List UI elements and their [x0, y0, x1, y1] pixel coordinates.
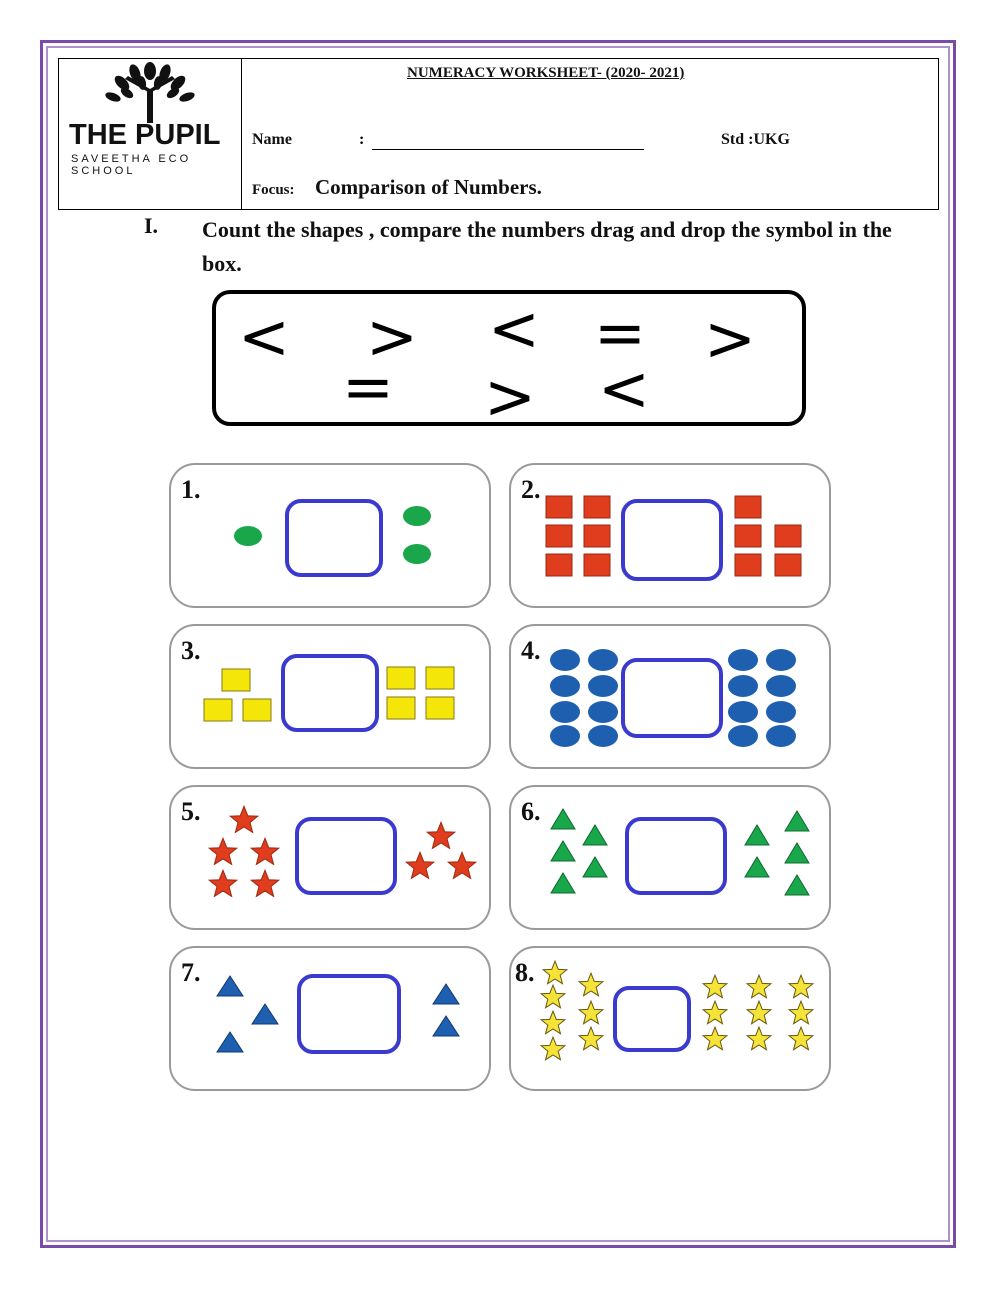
yellow-star-icon [577, 972, 605, 1003]
symbol-greater-than[interactable]: > [484, 360, 536, 433]
green-triangle-icon [549, 871, 577, 900]
name-label: Name [252, 131, 292, 148]
name-field[interactable] [372, 149, 644, 150]
green-triangle-icon [783, 841, 811, 870]
yellow-star-icon [701, 1026, 729, 1057]
green-triangle-icon [783, 809, 811, 838]
red-square-icon [734, 495, 762, 524]
card-number: 2. [521, 475, 541, 504]
drop-box[interactable] [281, 654, 379, 732]
green-circle-icon [402, 543, 432, 570]
school-logo [59, 59, 242, 209]
blue-circle-icon [765, 648, 797, 677]
comparison-card-5 [169, 785, 491, 930]
green-triangle-icon [743, 855, 771, 884]
blue-circle-icon [587, 724, 619, 753]
yellow-square-icon [242, 698, 272, 727]
blue-triangle-icon [250, 1002, 280, 1031]
card-number: 3. [181, 636, 201, 665]
blue-triangle-icon [431, 982, 461, 1011]
red-square-icon [583, 524, 611, 553]
red-star-icon [249, 869, 281, 904]
symbol-less-than[interactable]: < [598, 352, 650, 425]
drop-box[interactable] [297, 974, 401, 1054]
yellow-square-icon [386, 666, 416, 695]
question-text: Count the shapes , compare the numbers drag and drop the symbol in the box. [202, 217, 892, 276]
yellow-star-icon [745, 1026, 773, 1057]
symbol-equals[interactable]: = [594, 296, 646, 369]
card-number: 6. [521, 797, 541, 826]
comparison-card-7 [169, 946, 491, 1091]
card-number: 8. [515, 958, 535, 987]
symbol-greater-than[interactable]: > [704, 302, 756, 375]
yellow-square-icon [386, 696, 416, 725]
card-number: 7. [181, 958, 201, 987]
drop-box[interactable] [625, 817, 727, 895]
red-star-icon [446, 851, 478, 886]
name-colon: : [359, 131, 365, 148]
card-number: 5. [181, 797, 201, 826]
symbol-bank [212, 290, 806, 433]
symbol-greater-than[interactable]: > [366, 300, 418, 373]
symbol-equals[interactable]: = [342, 350, 394, 423]
red-square-icon [734, 524, 762, 553]
red-square-icon [545, 495, 573, 524]
logo-subtitle: SAVEETHA ECO SCHOOL [71, 153, 192, 177]
yellow-star-icon [539, 1036, 567, 1067]
logo-name: THE PUPIL [69, 119, 221, 151]
drop-box[interactable] [285, 499, 383, 577]
tree-logo-icon [95, 61, 205, 123]
comparison-card-4 [509, 624, 831, 769]
green-triangle-icon [783, 873, 811, 902]
comparison-card-2 [509, 463, 831, 608]
question-number: I. [144, 213, 159, 238]
green-triangle-icon [743, 823, 771, 852]
red-star-icon [249, 837, 281, 872]
red-star-icon [228, 805, 260, 840]
green-triangle-icon [549, 807, 577, 836]
card-number: 1. [181, 475, 201, 504]
comparison-card-1 [169, 463, 491, 608]
blue-triangle-icon [215, 1030, 245, 1059]
red-square-icon [545, 524, 573, 553]
drop-box[interactable] [613, 986, 691, 1052]
red-star-icon [207, 837, 239, 872]
comparison-card-8 [509, 946, 831, 1091]
blue-circle-icon [549, 648, 581, 677]
yellow-square-icon [425, 666, 455, 695]
blue-circle-icon [549, 724, 581, 753]
blue-triangle-icon [431, 1014, 461, 1043]
blue-circle-icon [727, 724, 759, 753]
drop-box[interactable] [295, 817, 397, 895]
symbol-less-than[interactable]: < [488, 292, 540, 365]
std-label: Std :UKG [721, 131, 790, 148]
blue-circle-icon [727, 674, 759, 703]
green-triangle-icon [581, 855, 609, 884]
red-square-icon [583, 495, 611, 524]
red-square-icon [545, 553, 573, 582]
yellow-square-icon [221, 668, 251, 697]
blue-circle-icon [587, 674, 619, 703]
green-circle-icon [233, 525, 263, 552]
focus-value: Comparison of Numbers. [315, 175, 542, 199]
drop-box[interactable] [621, 499, 723, 581]
blue-circle-icon [765, 724, 797, 753]
card-number: 4. [521, 636, 541, 665]
header-table [58, 58, 939, 210]
green-triangle-icon [581, 823, 609, 852]
green-triangle-icon [549, 839, 577, 868]
blue-circle-icon [727, 648, 759, 677]
comparison-card-3 [169, 624, 491, 769]
blue-circle-icon [765, 674, 797, 703]
blue-circle-icon [549, 674, 581, 703]
comparison-card-6 [509, 785, 831, 930]
yellow-star-icon [577, 1026, 605, 1057]
yellow-square-icon [425, 696, 455, 725]
blue-triangle-icon [215, 974, 245, 1003]
red-square-icon [734, 553, 762, 582]
red-square-icon [774, 524, 802, 553]
yellow-star-icon [787, 1026, 815, 1057]
blue-circle-icon [587, 648, 619, 677]
red-star-icon [404, 851, 436, 886]
drop-box[interactable] [621, 658, 723, 738]
worksheet-title: NUMERACY WORKSHEET- (2020- 2021) [407, 65, 685, 81]
red-square-icon [583, 553, 611, 582]
focus-label: Focus: [252, 182, 295, 198]
yellow-square-icon [203, 698, 233, 727]
red-star-icon [207, 869, 239, 904]
red-square-icon [774, 553, 802, 582]
green-circle-icon [402, 505, 432, 532]
symbol-less-than[interactable]: < [238, 300, 290, 373]
